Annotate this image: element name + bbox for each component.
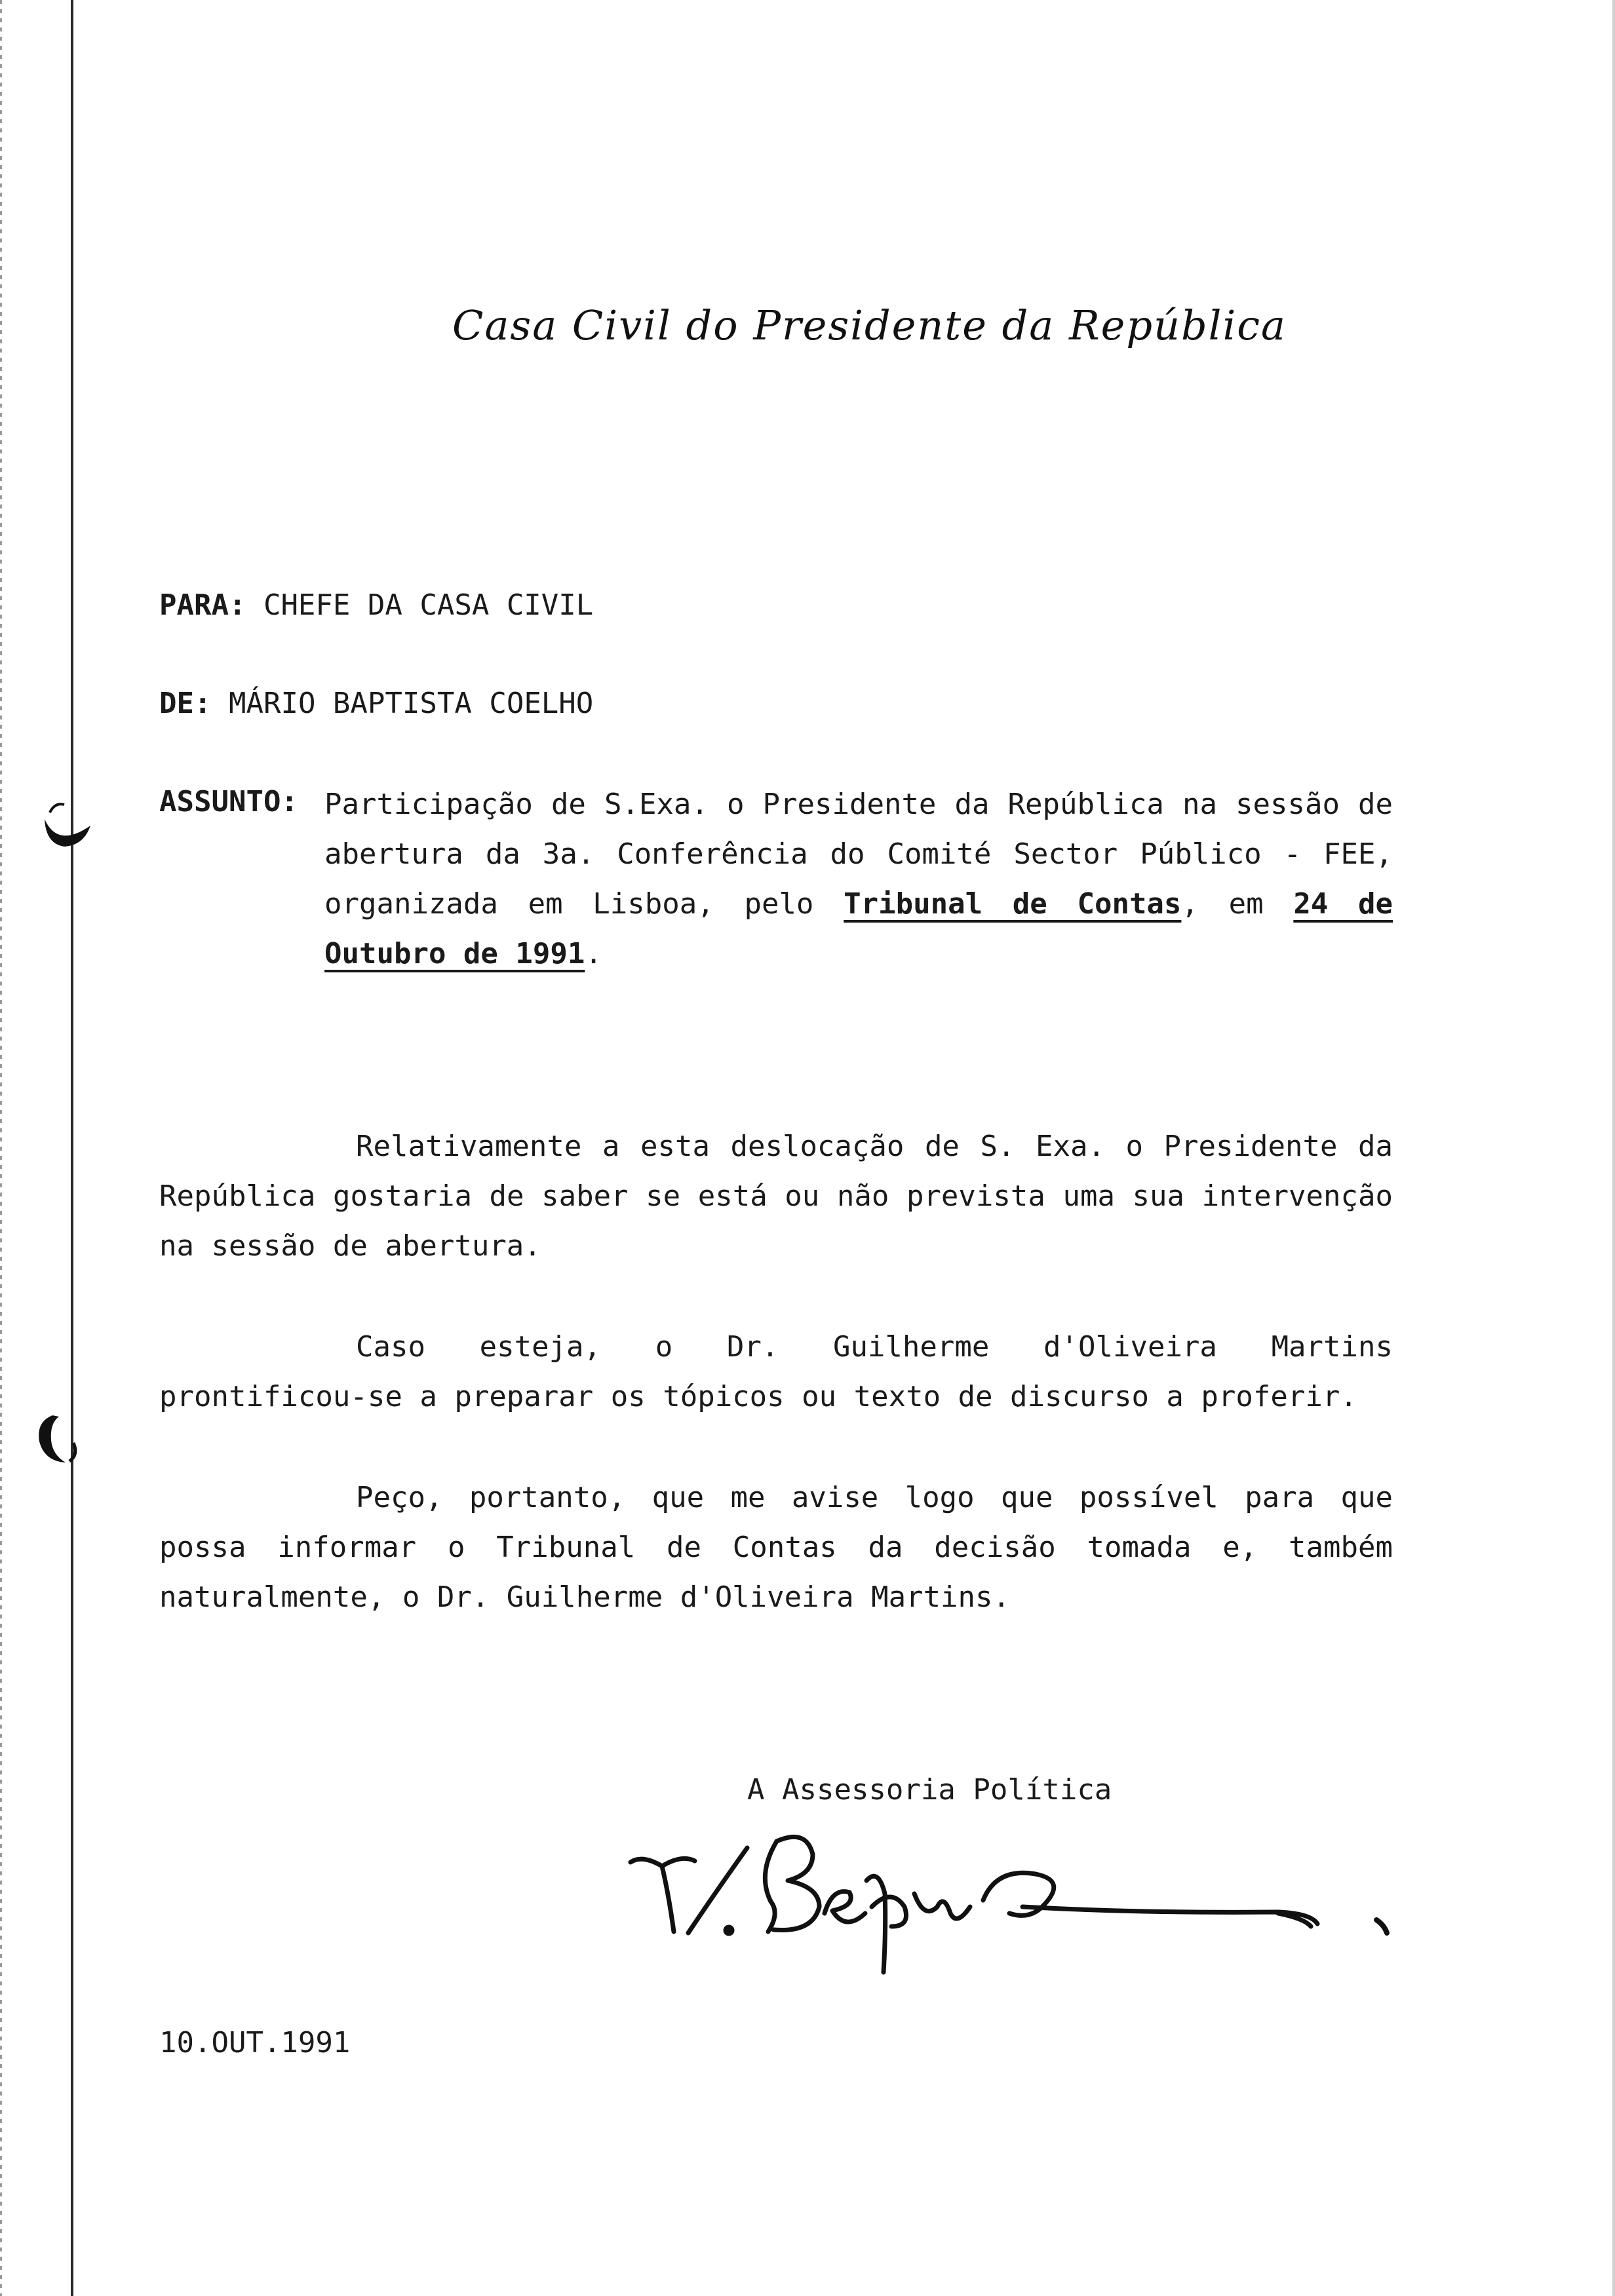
subject-text: [324, 780, 1393, 979]
body-paragraph: Relativamente a esta deslocação de S. Exa. o Presidente da República gostaria de saber se está ou não prevista uma sua intervenção na sessão de abertura.: [159, 1130, 1393, 1263]
handwritten-signature: [616, 1815, 1468, 1985]
document-date: 10.OUT.1991: [159, 2026, 351, 2059]
body-paragraph: Caso esteja, o Dr. Guilherme d'Oliveira Martins prontificou-se a preparar os tópicos ou texto de discurso a proferir.: [159, 1330, 1393, 1413]
page-right-edge: [1612, 0, 1615, 2296]
body-paragraph: Peço, portanto, que me avise logo que possível para que possa informar o Tribunal de Contas da decisão tomada e, também naturalmente, o Dr. Guilherme d'Oliveira Martins.: [159, 1481, 1393, 1614]
recipient-label: PARA:: [159, 588, 246, 622]
subject-text-part: .: [585, 937, 602, 970]
sender-field: [159, 687, 593, 720]
signature-title: A Assessoria Política: [747, 1773, 1112, 1807]
subject-label: ASSUNTO:: [159, 785, 298, 818]
subject-text-part: Participação de S.Exa. o Presidente da República na sessão de abertura da 3a. Conferência do Comité Sector Público - FEE, organizada em Lisboa, pelo: [324, 788, 1393, 921]
recipient-value: CHEFE DA CASA CIVIL: [263, 588, 594, 622]
subject-text-part: , em: [1181, 887, 1294, 921]
punch-hole-icon: [38, 793, 97, 852]
scan-edge: [0, 0, 2, 2296]
letterhead: Casa Civil do Presidente da República: [452, 301, 1287, 349]
sender-label: DE:: [159, 687, 212, 720]
subject-emphasis-tribunal: Tribunal de Contas: [844, 887, 1182, 921]
subject-emphasis-date: 24 de Outubro de 1991: [324, 887, 1393, 970]
recipient-field: [159, 588, 593, 622]
punch-hole-icon: [33, 1409, 92, 1468]
sender-value: MÁRIO BAPTISTA COELHO: [228, 687, 594, 720]
binder-margin-line: [71, 0, 73, 2296]
